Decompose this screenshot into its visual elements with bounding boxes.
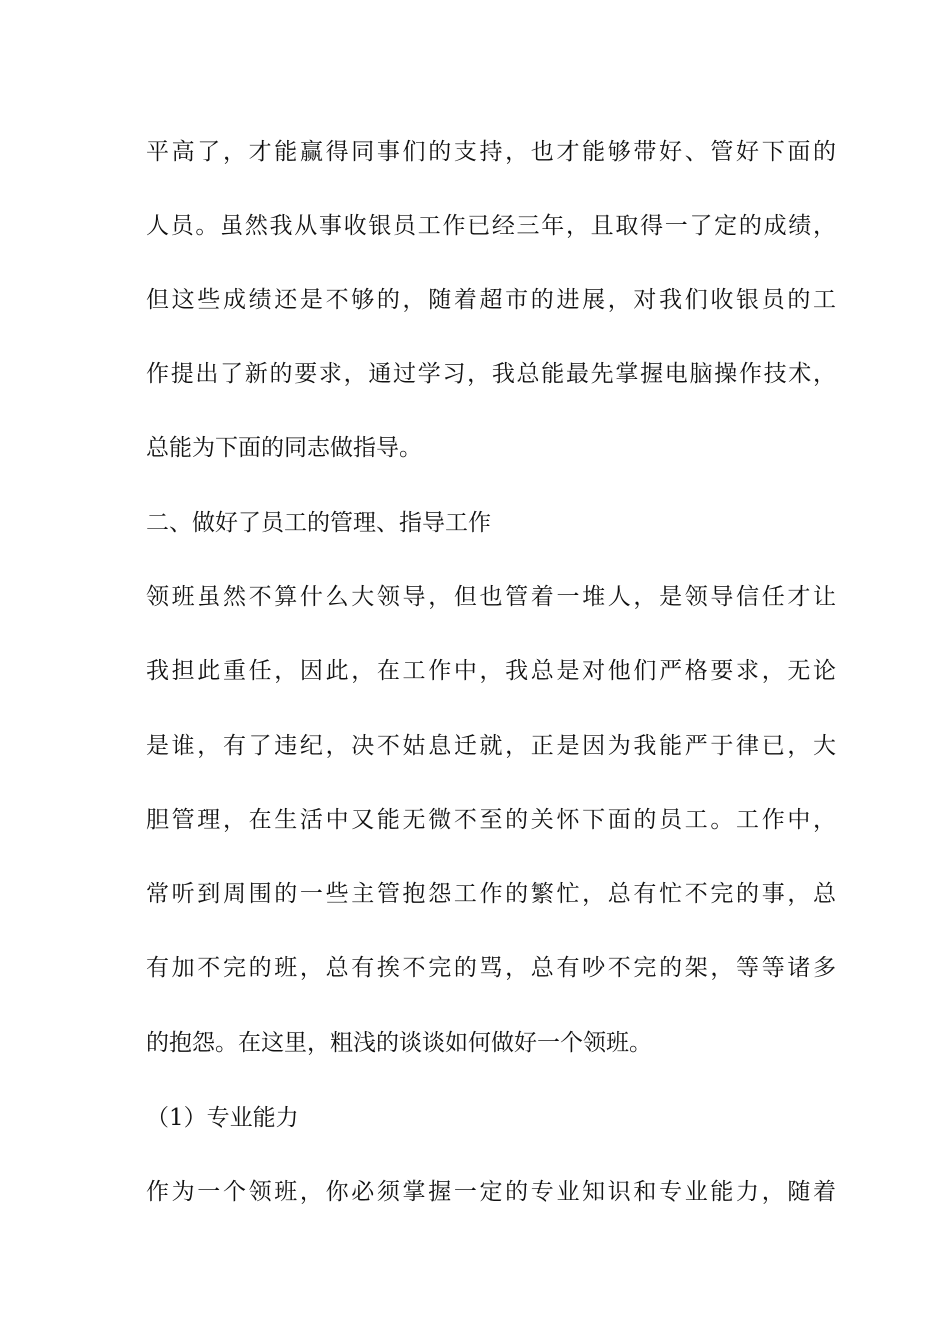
paragraph-line: 平高了，才能赢得同事们的支持，也才能够带好、管好下面的 — [146, 139, 836, 165]
paragraph-line: 人员。虽然我从事收银员工作已经三年，且取得一了定的成绩， — [146, 213, 836, 239]
paragraph-line: 是谁，有了违纪，决不姑息迁就，正是因为我能严于律已，大 — [146, 733, 836, 759]
paragraph-line: 的抱怨。在这里，粗浅的谈谈如何做好一个领班。 — [146, 1030, 652, 1056]
paragraph-line: 我担此重任，因此，在工作中，我总是对他们严格要求，无论 — [146, 658, 836, 684]
subsection-heading: （1）专业能力 — [146, 1105, 299, 1131]
paragraph-line: 常听到周围的一些主管抱怨工作的繁忙，总有忙不完的事，总 — [146, 881, 836, 907]
paragraph-line: 但这些成绩还是不够的，随着超市的进展，对我们收银员的工 — [146, 287, 836, 313]
paragraph-line: 作为一个领班，你必须掌握一定的专业知识和专业能力，随着 — [146, 1179, 836, 1205]
paragraph-line: 领班虽然不算什么大领导，但也管着一堆人，是领导信任才让 — [146, 584, 836, 610]
paragraph-line: 有加不完的班，总有挨不完的骂，总有吵不完的架，等等诸多 — [146, 955, 836, 981]
section-heading: 二、做好了员工的管理、指导工作 — [146, 510, 491, 536]
paragraph-line: 作提出了新的要求，通过学习，我总能最先掌握电脑操作技术， — [146, 361, 836, 387]
paragraph-line: 总能为下面的同志做指导。 — [146, 435, 422, 461]
paragraph-line: 胆管理，在生活中又能无微不至的关怀下面的员工。工作中， — [146, 807, 836, 833]
